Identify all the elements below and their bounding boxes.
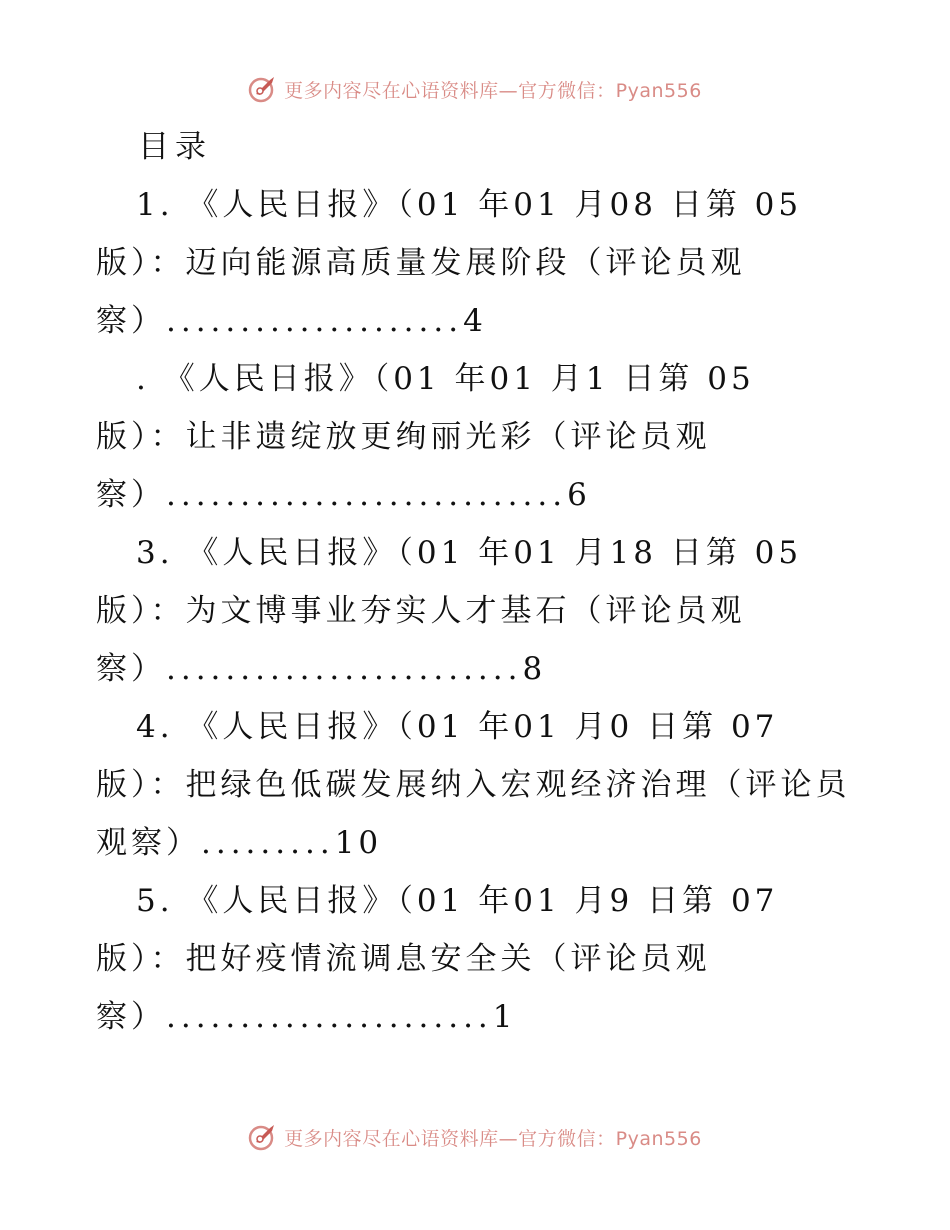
toc-leader-dots: ........................	[166, 651, 523, 687]
toc-entry-tail: 察）	[96, 999, 166, 1035]
footer-watermark	[0, 1122, 950, 1152]
toc-entry-line: 3. 《人民日报》（01 年01 月18 日第 05	[136, 535, 803, 571]
quill-logo-icon	[248, 74, 278, 104]
toc-entry-3[interactable]	[96, 524, 876, 698]
toc-entry-line: 1. 《人民日报》（01 年01 月08 日第 05	[136, 187, 803, 223]
header-watermark	[0, 74, 950, 104]
toc-entry-line: 版）：让非遗绽放更绚丽光彩（评论员观	[96, 419, 711, 455]
toc-entry-1[interactable]	[96, 176, 876, 350]
toc-entry-line: 版）：把绿色低碳发展纳入宏观经济治理（评论员	[96, 767, 851, 803]
toc-entry-page-line	[96, 988, 876, 1046]
toc-entry-2[interactable]	[96, 350, 876, 524]
toc-entry-tail: 察）	[96, 477, 166, 513]
toc-page-number: 10	[334, 825, 383, 861]
table-of-contents	[96, 118, 876, 1046]
toc-entry-page-line	[96, 466, 876, 524]
toc-entry-line: 4. 《人民日报》（01 年01 月0 日第 07	[136, 709, 779, 745]
toc-entry-page-line	[96, 814, 876, 872]
toc-entry-line: 版）：把好疫情流调息安全关（评论员观	[96, 941, 711, 977]
toc-page-number: 8	[522, 651, 547, 687]
toc-entry-tail: 察）	[96, 651, 166, 687]
toc-entry-4[interactable]	[96, 698, 876, 872]
toc-leader-dots: ...........................	[166, 477, 568, 513]
toc-leader-dots: ......................	[166, 999, 493, 1035]
toc-entry-tail: 察）	[96, 303, 166, 339]
toc-entry-page-line	[96, 640, 876, 698]
quill-logo-icon	[248, 1122, 278, 1152]
toc-leader-dots: ....................	[166, 303, 464, 339]
toc-entry-line: 版）：为文博事业夯实人才基石（评论员观	[96, 593, 746, 629]
toc-leader-dots: .........	[201, 825, 335, 861]
toc-entry-line: 5. 《人民日报》（01 年01 月9 日第 07	[136, 883, 779, 919]
toc-title: 目录	[138, 129, 212, 165]
toc-page-number: 4	[463, 303, 487, 339]
toc-entry-5[interactable]	[96, 872, 876, 1046]
toc-entry-line: . 《人民日报》（01 年01 月1 日第 05	[136, 361, 755, 397]
toc-page-number: 1	[492, 999, 517, 1035]
toc-entry-page-line	[96, 292, 876, 350]
toc-entry-tail: 观察）	[96, 825, 201, 861]
toc-page-number: 6	[567, 477, 591, 513]
watermark-text: 更多内容尽在心语资料库—官方微信：Pyan556	[284, 79, 702, 102]
watermark-text: 更多内容尽在心语资料库—官方微信：Pyan556	[284, 1127, 702, 1150]
toc-entry-line: 版）：迈向能源高质量发展阶段（评论员观	[96, 245, 746, 281]
